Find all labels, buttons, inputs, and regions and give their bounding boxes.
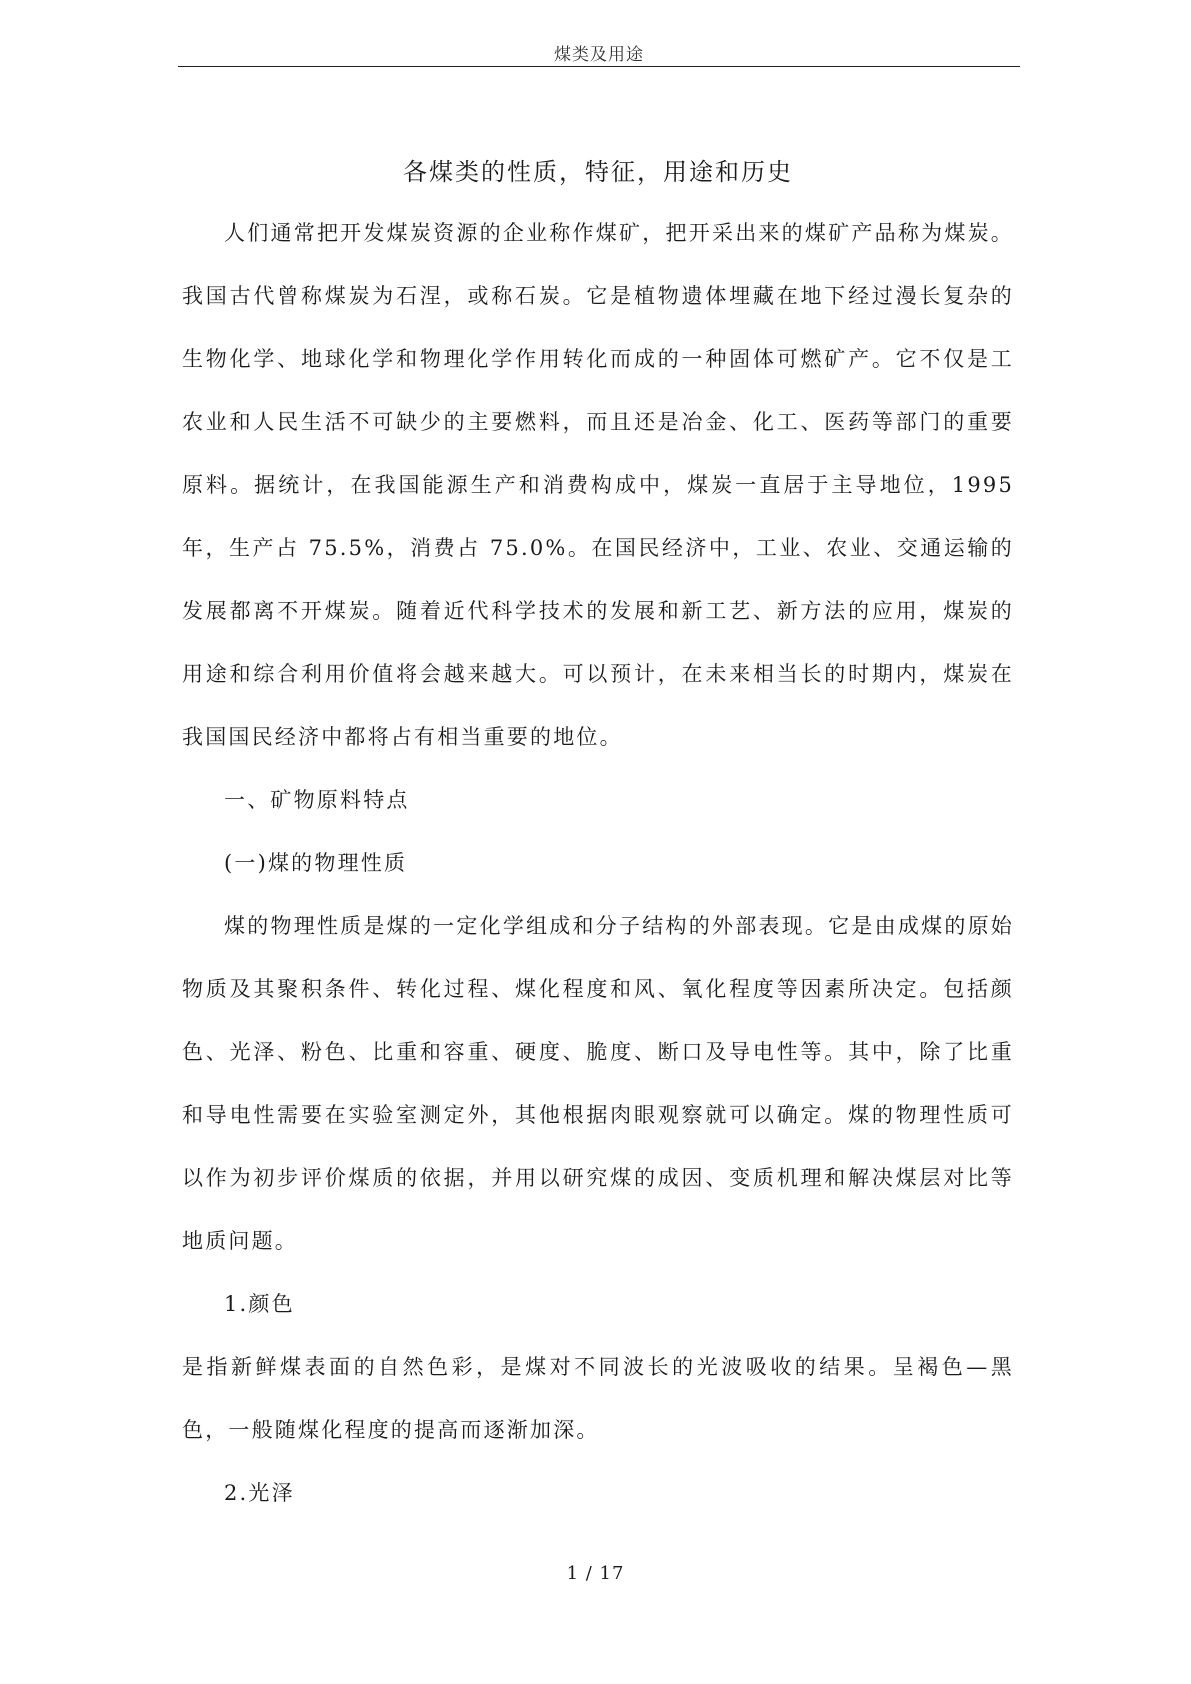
subsection-heading: (一)煤的物理性质 xyxy=(224,851,408,875)
page-content xyxy=(182,150,1014,1525)
document-title: 各煤类的性质，特征，用途和历史 xyxy=(403,158,793,186)
item-heading-color: 1.颜色 xyxy=(224,1292,295,1316)
running-header: 煤类及用途 xyxy=(554,45,644,65)
header-divider xyxy=(178,66,1020,67)
color-paragraph: 是指新鲜煤表面的自然色彩，是煤对不同波长的光波吸收的结果。呈褐色—黑色，一般随煤化程度的提高而逐渐加深。 xyxy=(182,1355,1014,1442)
section-heading: 一、矿物原料特点 xyxy=(224,788,410,812)
page-number: 1 / 17 xyxy=(566,1563,625,1584)
intro-paragraph: 人们通常把开发煤炭资源的企业称作煤矿，把开采出来的煤矿产品称为煤炭。我国古代曾称煤炭为石涅，或称石炭。它是植物遗体埋藏在地下经过漫长复杂的生物化学、地球化学和物理化学作用转化而成的一种固体可燃矿产。它不仅是工农业和人民生活不可缺少的主要燃料，而且还是冶金、化工、医药等部门的重要原料。据统计，在我国能源生产和消费构成中，煤炭一直居于主导地位，1995年，生产占 75.5%，消费占 75.0%。在国民经济中，工业、农业、交通运输的发展都离不开煤炭。随着近代科学技术的发展和新工艺、新方法的应用，煤炭的用途和综合利用价值将会越来越大。可以预计，在未来相当长的时期内，煤炭在我国国民经济中都将占有相当重要的地位。 xyxy=(182,221,1014,749)
physical-properties-paragraph: 煤的物理性质是煤的一定化学组成和分子结构的外部表现。它是由成煤的原始物质及其聚积条件、转化过程、煤化程度和风、氧化程度等因素所决定。包括颜色、光泽、粉色、比重和容重、硬度、脆度、断口及导电性等。其中，除了比重和导电性需要在实验室测定外，其他根据肉眼观察就可以确定。煤的物理性质可以作为初步评价煤质的依据，并用以研究煤的成因、变质机理和解决煤层对比等地质问题。 xyxy=(182,914,1014,1253)
item-heading-luster: 2.光泽 xyxy=(224,1481,295,1505)
